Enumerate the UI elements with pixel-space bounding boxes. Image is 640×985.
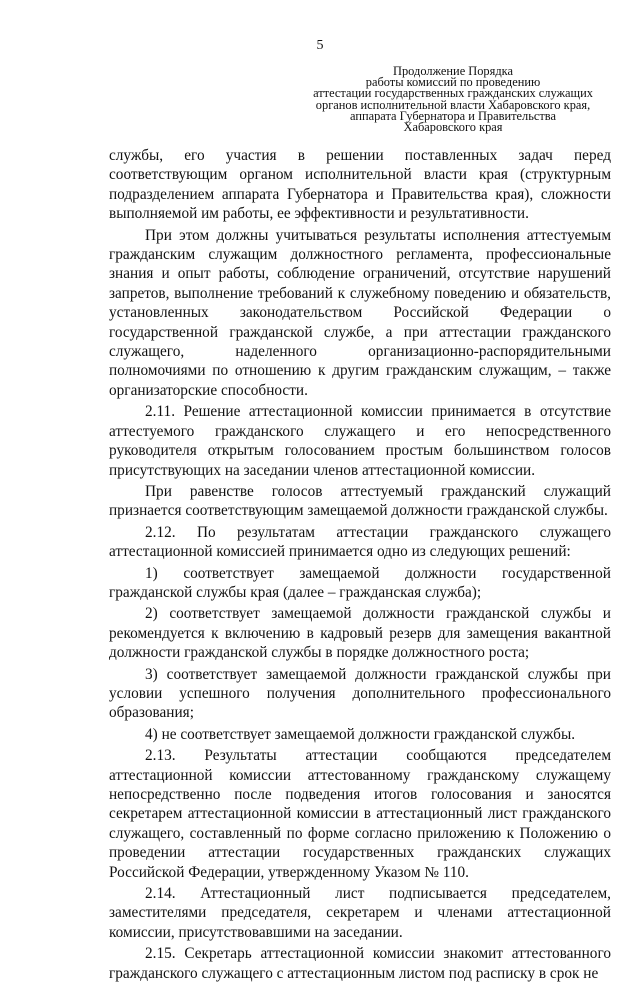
paragraph-2-13: 2.13. Результаты аттестации сообщаются председателем аттестационной комиссии аттестованному гражданскому служащему непосредственно после подведения итогов голосования и заносятся секретарем аттестационной комиссии в аттестационный лист гражданского служащего, составленный по форме согласно приложению к Положению о проведении аттестации государственных гражданских служащих Российской Федерации, утвержденному Указом № 110. (109, 747, 611, 881)
paragraph-2-11: 2.11. Решение аттестационной комиссии принимается в отсутствие аттестуемого гражданского служащего и его непосредственного руководителя открытым голосованием простым большинством голосов присутствующих на заседании членов аттестационной комиссии. (109, 403, 611, 479)
paragraph-2-15: 2.15. Секретарь аттестационной комиссии знакомит аттестованного гражданского служащего с аттестационным листом под расписку в срок не (109, 945, 611, 982)
paragraph-2-14: 2.14. Аттестационный лист подписывается председателем, заместителями председателя, секретарем и членами аттестационной комиссии, присутствовавшими на заседании. (109, 885, 611, 941)
header-line: органов исполнительной власти Хабаровского края, (315, 97, 591, 112)
page-number: 5 (316, 38, 324, 53)
document-body (109, 146, 611, 985)
list-item-4: 4) не соответствует замещаемой должности гражданской службы. (145, 725, 576, 743)
header-line: работы комиссий по проведению (365, 75, 541, 90)
list-item-3: 3) соответствует замещаемой должности гражданской службы при условии успешного получения дополнительного профессионального образования; (109, 665, 611, 722)
list-item-1: 1) соответствует замещаемой должности государственной гражданской службы края (далее – гражданская служба); (109, 564, 611, 601)
header-line: аттестации государственных гражданских служащих (313, 86, 593, 101)
paragraph-2-12: 2.12. По результатам аттестации гражданского служащего аттестационной комиссией принимается одно из следующих решений: (109, 523, 611, 561)
paragraph: При равенстве голосов аттестуемый гражданский служащий признается соответствующим замещаемой должности гражданской службы. (109, 482, 611, 520)
header-line: Хабаровского края (403, 120, 503, 135)
list-item-2: 2) соответствует замещаемой должности гражданской службы и рекомендуется к включению в кадровый резерв для замещения вакантной должности гражданской службы в порядке должностного роста; (109, 605, 611, 662)
paragraph-continued: службы, его участия в решении поставленных задач перед соответствующим органом исполнительной власти края (структурным подразделением аппарата Губернатора и Правительства края), сложности выполняемой им работы, ее эффективности и результативности. (109, 147, 611, 223)
header-line: Продолжение Порядка (393, 64, 513, 78)
paragraph: При этом должны учитываться результаты исполнения аттестуемым гражданским служащим должностного регламента, профессиональные знания и опыт работы, соблюдение ограничений, отсутствие нарушений запретов, выполнение требований к служебному поведению и обязательств, установленных законодательством Российской Федерации о государственной гражданской службе, а при аттестации гражданского служащего, наделенного организационно-распорядительными полномочиями по отношению к другим гражданским служащим, – также организаторские способности. (109, 226, 611, 399)
document-header (298, 66, 608, 133)
header-line: аппарата Губернатора и Правительства (350, 108, 556, 123)
